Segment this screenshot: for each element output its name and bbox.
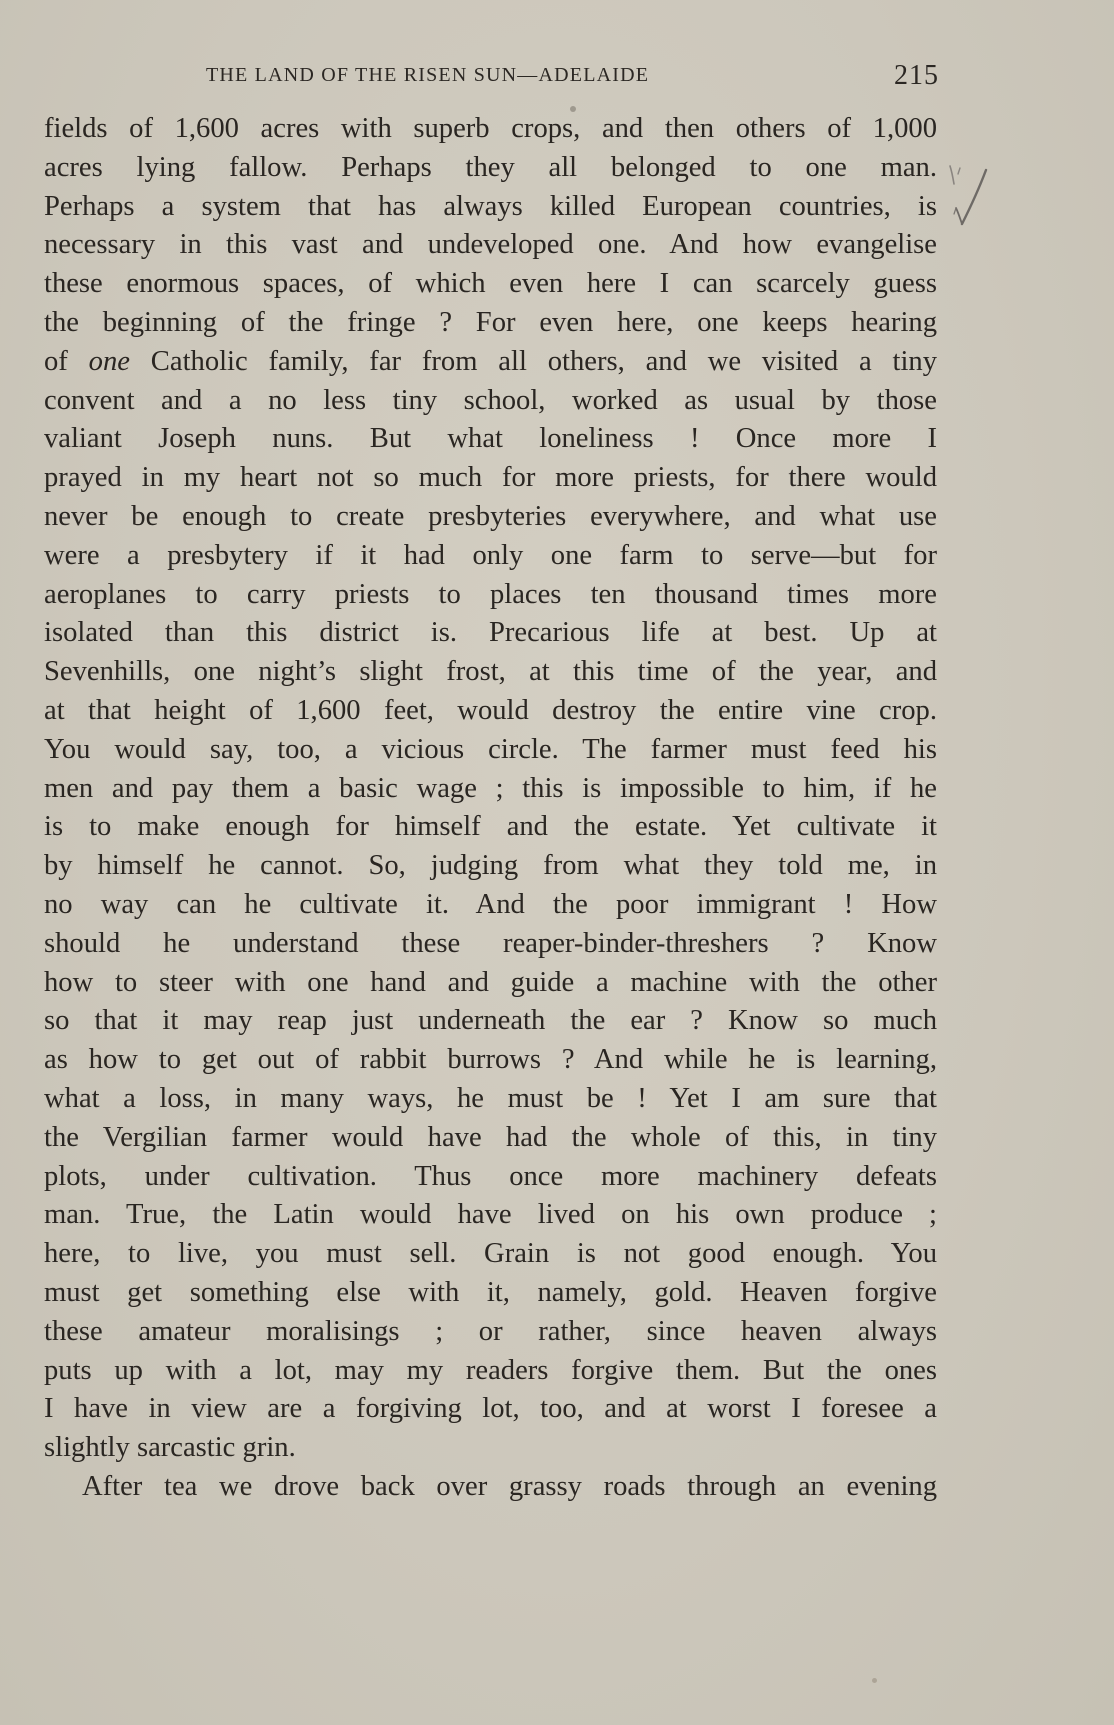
text-line: what a loss, in many ways, he must be ! Yet I am sure that (44, 1082, 937, 1114)
new-paragraph-line: After tea we drove back over grassy roads through an evening (82, 1470, 937, 1502)
text-line: men and pay them a basic wage ; this is impossible to him, if he (44, 772, 937, 804)
text-line: never be enough to create presbyteries everywhere, and what use (44, 500, 937, 532)
running-head (44, 60, 939, 94)
text-line: by himself he cannot. So, judging from what they told me, in (44, 850, 937, 882)
text-line: here, to live, you must sell. Grain is not good enough. You (44, 1238, 937, 1270)
paragraph-end-line: slightly sarcastic grin. (44, 1432, 296, 1464)
paper-spot (872, 1678, 877, 1683)
text-line: so that it may reap just underneath the ear ? Know so much (44, 1005, 937, 1037)
text-line: I have in view are a forgiving lot, too, and at worst I foresee a (44, 1393, 937, 1425)
text-line: should he understand these reaper-binder-threshers ? Know (44, 927, 937, 959)
text-line: Sevenhills, one night’s slight frost, at this time of the year, and (44, 656, 937, 688)
text-line: the Vergilian farmer would have had the whole of this, in tiny (44, 1121, 937, 1153)
text-line: prayed in my heart not so much for more priests, for there would (44, 462, 937, 494)
pencil-check-mark-icon (946, 158, 992, 240)
text-line: necessary in this vast and undeveloped one. And how evangelise (44, 229, 937, 261)
text-line: of one Catholic family, far from all others, and we visited a tiny (44, 345, 937, 377)
text-line: the beginning of the fringe ? For even here, one keeps hearing (44, 306, 937, 338)
text-line: isolated than this district is. Precarious life at best. Up at (44, 617, 937, 649)
text-line: plots, under cultivation. Thus once more machinery defeats (44, 1160, 937, 1192)
text-line: is to make enough for himself and the estate. Yet cultivate it (44, 811, 937, 843)
text-line: man. True, the Latin would have lived on his own produce ; (44, 1199, 937, 1231)
text-line: these amateur moralisings ; or rather, since heaven always (44, 1315, 937, 1347)
running-title: THE LAND OF THE RISEN SUN—ADELAIDE (206, 64, 650, 86)
text-line: You would say, too, a vicious circle. The farmer must feed his (44, 733, 937, 765)
text-line: acres lying fallow. Perhaps they all belonged to one man. (44, 151, 937, 183)
text-line: fields of 1,600 acres with superb crops, and then others of 1,000 (44, 113, 937, 144)
text-line: at that height of 1,600 feet, would destroy the entire vine crop. (44, 694, 937, 726)
text-line: as how to get out of rabbit burrows ? And while he is learning, (44, 1044, 937, 1076)
text-line: these enormous spaces, of which even here I can scarcely guess (44, 268, 937, 300)
text-line: how to steer with one hand and guide a machine with the other (44, 966, 937, 998)
page-number: 215 (894, 60, 939, 91)
body-text (44, 110, 937, 1507)
text-line: aeroplanes to carry priests to places ten thousand times more (44, 578, 937, 610)
text-line: convent and a no less tiny school, worked as usual by those (44, 384, 937, 416)
text-line: Perhaps a system that has always killed European countries, is (44, 190, 937, 222)
text-line: were a presbytery if it had only one farm to serve—but for (44, 539, 937, 571)
emphasis-word: one (88, 345, 130, 377)
text-line: puts up with a lot, may my readers forgive them. But the ones (44, 1354, 937, 1386)
text-line: no way can he cultivate it. And the poor immigrant ! How (44, 888, 937, 920)
text-line: valiant Joseph nuns. But what loneliness ! Once more I (44, 423, 937, 455)
text-line: must get something else with it, namely, gold. Heaven forgive (44, 1276, 937, 1308)
